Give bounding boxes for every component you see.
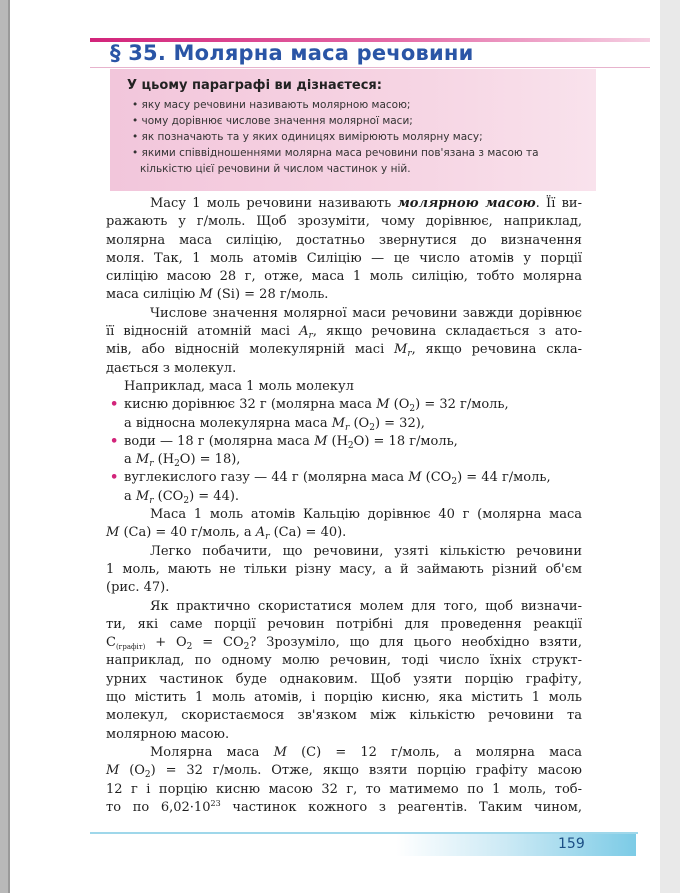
paragraph-line: 1 моль, мають не тільки різну масу, а й займають різний об'єм (106, 561, 582, 577)
paragraph-line: молярна маса силіцію, достатньо звернутися до визначення (106, 232, 582, 248)
section-title: § 35. Молярна маса речовини (110, 41, 474, 65)
paragraph-line: то по $6,02\cdot 10^{23}$ частинок кожного з реагентів. Таким чином, (106, 798, 582, 815)
paragraph-line: молярною масою. (106, 726, 230, 742)
body-text (106, 195, 582, 817)
learning-goal-item: • як позначають та у яких одиницях вимірюють молярну масу; (132, 131, 483, 143)
paragraph-line: Числове значення молярної маси речовини завжди дорівнює (150, 305, 582, 321)
paragraph-line: 12 г і порцію кисню масою 32 г, то матимемо по 1 моль, тоб- (106, 781, 582, 797)
paragraph-line: Молярна маса M (C) = 12 г/моль, а молярна маса (150, 744, 582, 760)
page-gutter (660, 0, 680, 893)
paragraph-line: силіцію масою 28 г, отже, маса 1 моль силіцію, тобто молярна (106, 269, 582, 285)
paragraph-line: урних частинок буде однаковим. Щоб узяти порцію графіту, (106, 671, 582, 687)
learning-goals-heading: У цьому параграфі ви дізнаєтеся: (127, 78, 382, 93)
footer-accent-bar (396, 834, 636, 856)
term-molar-mass: молярною масою (397, 196, 536, 211)
paragraph-line: $C_{(графіт)} + O_2 = CO_2$? Зрозуміло, що для цього необхідно взяти, (106, 635, 582, 653)
paragraph-line: маса силіцію M (Si) = 28 г/моль. (106, 287, 329, 303)
paragraph-line: молекул, скористаємося зв'язком між кількістю речовини та (106, 708, 582, 724)
paragraph-line: M $(O_2) = 32$ г/моль. Отже, якщо взяти порцію графіту масою (106, 763, 582, 781)
learning-goal-item: • яку масу речовини називають молярною масою; (132, 99, 411, 111)
learning-goals-list (122, 97, 539, 177)
paragraph-line: (рис. 47). (106, 580, 170, 596)
bullet-icon: • (110, 470, 119, 486)
paragraph-line: мів, або відносній молекулярній масі $M_r$, якщо речовина скла- (106, 342, 582, 360)
paragraph-line: Наприклад, маса 1 моль молекул (124, 378, 354, 394)
bullet-item-cont: а відносна молекулярна маса $M_r$ $(O_2) = 32$), (124, 415, 425, 433)
paragraph-line: моля. Так, 1 моль атомів Силіцію — це число атомів у порції (106, 250, 582, 266)
paragraph-line: Масу 1 моль речовини називають молярною масою. Її ви- (150, 196, 582, 211)
bullet-item-water: • води — 18 г (молярна маса M $(H_2O) = 18$ г/моль, (110, 433, 458, 451)
paragraph-line: Як практично скористатися молем для того, щоб визначи- (150, 598, 582, 614)
bullet-item-oxygen: • кисню дорівнює 32 г (молярна маса M $(O_2) = 32$ г/моль, (110, 397, 509, 415)
paragraph-line: Маса 1 моль атомів Кальцію дорівнює 40 г (молярна маса (150, 507, 582, 523)
bullet-item-cont: а $M_r$ $(H_2O) = 18$), (124, 452, 241, 470)
paragraph-line: наприклад, по одному молю речовин, тоді число їхніх структ- (106, 653, 582, 669)
paragraph-line: ражають у г/моль. Щоб зрозуміти, чому дорівнює, наприклад, (106, 214, 582, 230)
page-number: 159 (558, 836, 585, 852)
title-underline (90, 67, 650, 68)
bullet-item-co2: • вуглекислого газу — 44 г (молярна маса M $(CO_2) = 44$ г/моль, (110, 470, 551, 488)
learning-goal-item: • якими співвідношеннями молярна маса речовини пов'язана з масою та кількістю цієї речовини й числом частинок у ній. (132, 147, 539, 175)
bullet-icon: • (110, 433, 119, 449)
learning-goals-box (110, 69, 596, 191)
paragraph-line: M (Ca) = 40 г/моль, а $A_r$ (Ca) = 40). (106, 525, 347, 543)
paragraph-line: ти, які саме порції речовин потрібні для проведення реакції (106, 616, 582, 632)
bullet-item-cont: а $M_r$ $(CO_2) = 44$). (124, 488, 240, 506)
paragraph-line: Легко побачити, що речовини, узяті кількістю речовини (150, 543, 582, 559)
bullet-icon: • (110, 397, 119, 413)
learning-goal-item: • чому дорівнює числове значення молярної маси; (132, 115, 413, 127)
paragraph-line: що містить 1 моль атомів, і порцію кисню, яка містить 1 моль (106, 690, 582, 706)
paragraph-line: її відносній атомній масі $A_r$, якщо речовина складається з ато- (106, 324, 582, 342)
paragraph-line: дається з молекул. (106, 360, 237, 376)
